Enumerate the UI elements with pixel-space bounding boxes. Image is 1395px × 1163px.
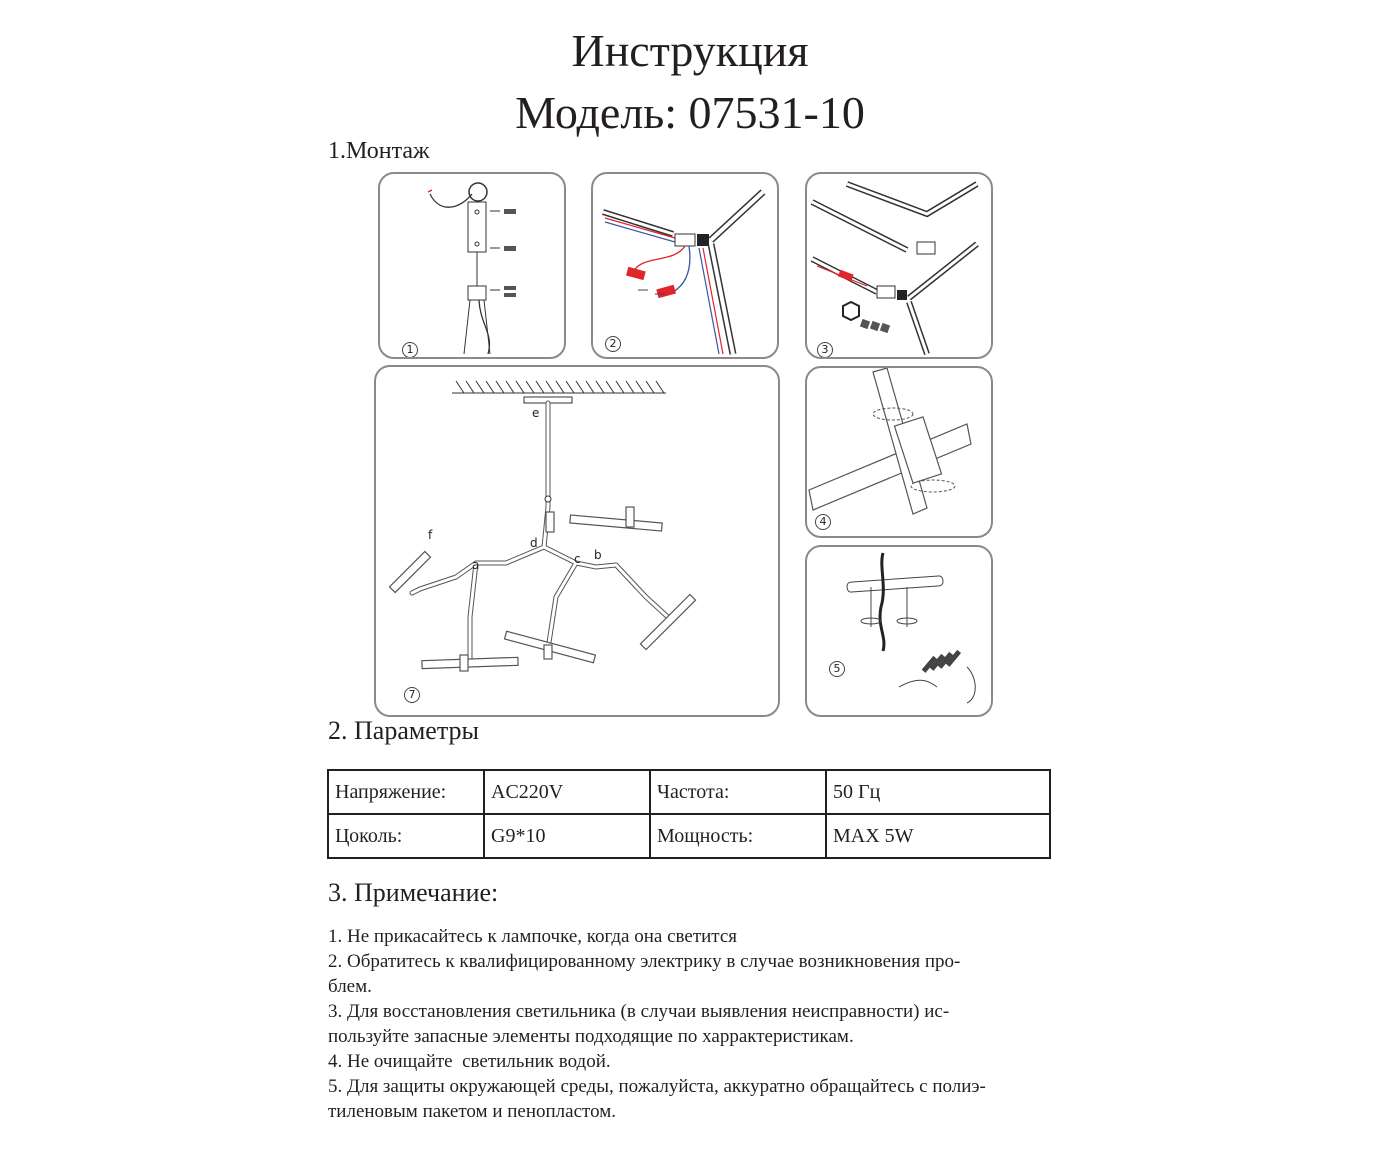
table-row bbox=[328, 770, 1050, 814]
step-7-assembly-diagram bbox=[376, 367, 780, 717]
step-3-illustration bbox=[807, 174, 993, 359]
frequency-value: 50 Гц bbox=[826, 770, 1050, 814]
parameters-table bbox=[327, 769, 1051, 859]
note-line: 4. Не очищайте светильник водой. bbox=[328, 1051, 611, 1072]
step-7-panel bbox=[374, 365, 780, 717]
step-2-illustration bbox=[593, 174, 779, 359]
notes-list bbox=[328, 924, 1058, 1124]
step-1-number: 1 bbox=[402, 342, 418, 358]
section-mounting-heading: 1.Монтаж bbox=[328, 138, 430, 164]
step-1-panel bbox=[378, 172, 566, 359]
label-f: f bbox=[428, 528, 433, 542]
step-4-illustration bbox=[807, 368, 993, 538]
note-line: блем. bbox=[328, 976, 372, 997]
model-title: Модель: 07531-10 bbox=[515, 87, 865, 138]
voltage-label: Напряжение: bbox=[328, 770, 484, 814]
note-line: 5. Для защиты окружающей среды, пожалуйста, аккуратно обращайтесь с полиэ- bbox=[328, 1076, 986, 1097]
step-4-number: 4 bbox=[815, 514, 831, 530]
power-label: Мощность: bbox=[650, 814, 826, 858]
document-title: Инструкция bbox=[571, 25, 809, 76]
socket-value: G9*10 bbox=[484, 814, 650, 858]
step-5-illustration bbox=[807, 547, 993, 717]
label-a: a bbox=[472, 558, 480, 572]
note-line: 1. Не прикасайтесь к лампочке, когда она светится bbox=[328, 926, 738, 947]
label-b: b bbox=[594, 548, 602, 562]
step-3-panel bbox=[805, 172, 993, 359]
table-row bbox=[328, 814, 1050, 858]
socket-label: Цоколь: bbox=[328, 814, 484, 858]
label-e: e bbox=[532, 406, 540, 420]
step-5-number: 5 bbox=[829, 661, 845, 677]
voltage-value: AC220V bbox=[484, 770, 650, 814]
note-line: тиленовым пакетом и пенопластом. bbox=[328, 1101, 616, 1122]
label-c: c bbox=[574, 552, 581, 566]
step-2-panel bbox=[591, 172, 779, 359]
note-line: 2. Обратитесь к квалифицированному электрику в случае возникновения про- bbox=[328, 951, 961, 972]
note-line: 3. Для восстановления светильника (в случаи выявления неисправности) ис- bbox=[328, 1001, 950, 1022]
frequency-label: Частота: bbox=[650, 770, 826, 814]
step-7-number: 7 bbox=[404, 687, 420, 703]
section-parameters-heading: 2. Параметры bbox=[328, 716, 479, 745]
step-1-illustration bbox=[380, 174, 566, 359]
step-3-number: 3 bbox=[817, 342, 833, 358]
step-4-panel bbox=[805, 366, 993, 538]
note-line: пользуйте запасные элементы подходящие по харрактеристикам. bbox=[328, 1026, 854, 1047]
power-value: MAX 5W bbox=[826, 814, 1050, 858]
section-notes-heading: 3. Примечание: bbox=[328, 878, 499, 907]
step-2-number: 2 bbox=[605, 336, 621, 352]
label-d: d bbox=[530, 536, 538, 550]
step-5-panel bbox=[805, 545, 993, 717]
